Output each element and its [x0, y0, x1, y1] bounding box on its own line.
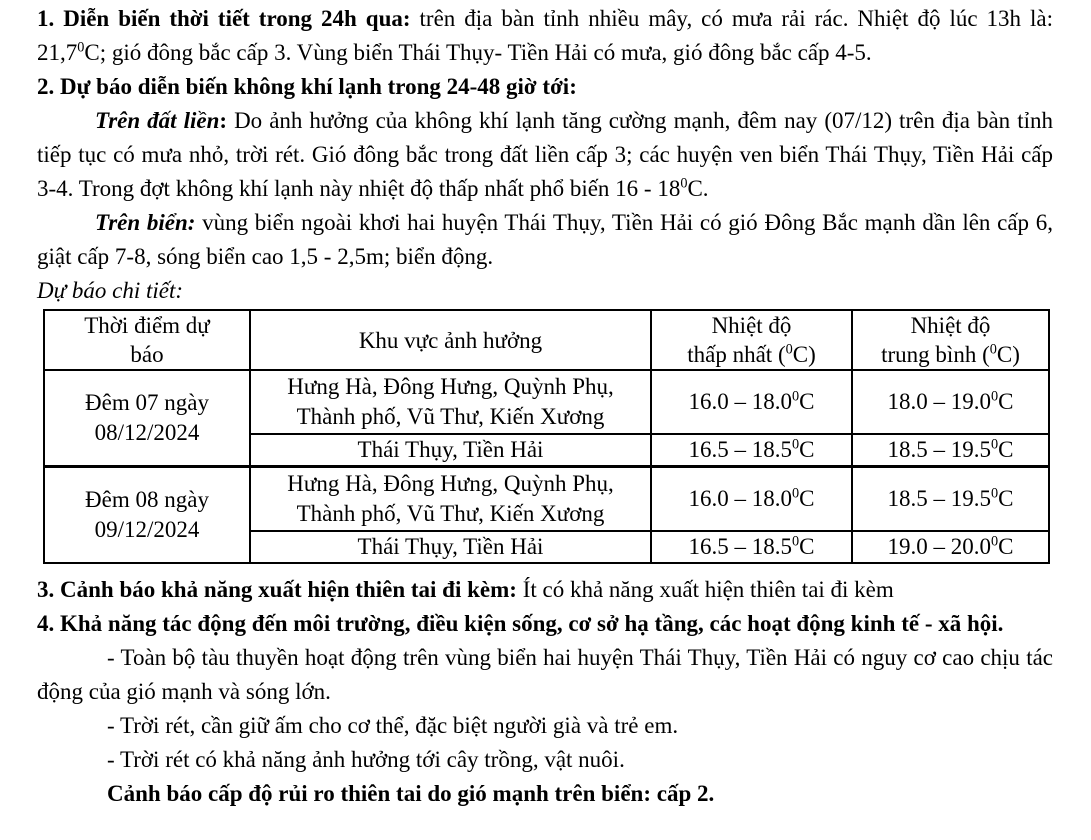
column-header-forecast-time: Thời điểm dự báo — [44, 310, 250, 370]
section-2-heading: 2. Dự báo diễn biến không khí lạnh trong 24-48 giờ tới: — [37, 74, 577, 99]
risk-level-warning: Cảnh báo cấp độ rủi ro thiên tai do gió mạnh trên biển: cấp 2. — [107, 781, 715, 806]
section-3-disaster-warning: 3. Cảnh báo khả năng xuất hiện thiên tai đi kèm: Ít có khả năng xuất hiện thiên tai đi kèm — [37, 577, 894, 602]
cell-area-coastal-districts: Thái Thụy, Tiền Hải — [250, 531, 651, 563]
column-header-avg-temperature: Nhiệt độ trung bình ($^0$C) — [852, 310, 1049, 370]
detail-forecast-label: Dự báo chi tiết: — [37, 278, 184, 303]
cell-time-night-08: Đêm 08 ngày 09/12/2024 — [44, 467, 250, 564]
impact-bullet-ships: - Toàn bộ tàu thuyền hoạt động trên vùng biển hai huyện Thái Thụy, Tiền Hải có nguy cơ cao chịu tác động của gió mạnh và sóng lớn. — [37, 645, 1053, 704]
cell-area-coastal-districts: Thái Thụy, Tiền Hải — [250, 434, 651, 467]
column-header-min-temperature: Nhiệt độ thấp nhất ($^0$C) — [651, 310, 852, 370]
detail-forecast-table — [43, 309, 1050, 564]
cell-min-temp: 16.0 – 18.0$^0$C — [651, 370, 852, 434]
section-2-on-land-paragraph: Trên đất liền: Do ảnh hưởng của không khí lạnh tăng cường mạnh, đêm nay (07/12) trên địa bàn tỉnh tiếp tục có mưa nhỏ, trời rét. Gió đông bắc trong đất liền cấp 3; các huyện ven biển Thái Thụy, Tiền Hải cấp 3-4. Trong đợt không khí lạnh này nhiệt độ thấp nhất phổ biến $16 - 18^0C$. — [37, 108, 1053, 201]
section-1-weather-past-24h: 1. Diễn biến thời tiết trong 24h qua: trên địa bàn tỉnh nhiều mây, có mưa rải rác. Nhiệt độ lúc 13h là: 21,7$^0$C; gió đông bắc cấp 3. Vùng biển Thái Thụy- Tiền Hải có mưa, gió đông bắc cấp 4-5. — [37, 6, 1054, 65]
cell-area-inland-districts: Hưng Hà, Đông Hưng, Quỳnh Phụ, Thành phố, Vũ Thư, Kiến Xương — [250, 467, 651, 532]
cell-avg-temp: 18.0 – 19.0$^0$C — [852, 370, 1049, 434]
cell-min-temp: 16.5 – 18.5$^0$C — [651, 531, 852, 563]
cell-avg-temp: 19.0 – 20.0$^0$C — [852, 531, 1049, 563]
impact-bullet-crops-livestock: - Trời rét có khả năng ảnh hưởng tới cây trồng, vật nuôi. — [107, 747, 625, 772]
table-header-row — [44, 310, 1049, 370]
cell-avg-temp: 18.5 – 19.5$^0$C — [852, 467, 1049, 532]
impact-bullet-keep-warm: - Trời rét, cần giữ ấm cho cơ thể, đặc biệt người già và trẻ em. — [107, 713, 679, 738]
table-row — [44, 370, 1049, 434]
cell-min-temp: 16.5 – 18.5$^0$C — [651, 434, 852, 467]
table-row — [44, 467, 1049, 532]
cell-avg-temp: 18.5 – 19.5$^0$C — [852, 434, 1049, 467]
section-4-impact-heading: 4. Khả năng tác động đến môi trường, điều kiện sống, cơ sở hạ tầng, các hoạt động kinh tế - xã hội. — [37, 611, 1004, 636]
cell-min-temp: 16.0 – 18.0$^0$C — [651, 467, 852, 532]
section-2-at-sea-paragraph: Trên biển: vùng biển ngoài khơi hai huyện Thái Thụy, Tiền Hải có gió Đông Bắc mạnh dần lên cấp 6, giật cấp 7-8, sóng biển cao 1,5 - 2,5m; biển động. — [37, 210, 1053, 269]
column-header-affected-area: Khu vực ảnh hưởng — [250, 310, 651, 370]
cell-time-night-07: Đêm 07 ngày 08/12/2024 — [44, 370, 250, 467]
cell-area-inland-districts: Hưng Hà, Đông Hưng, Quỳnh Phụ, Thành phố, Vũ Thư, Kiến Xương — [250, 370, 651, 434]
